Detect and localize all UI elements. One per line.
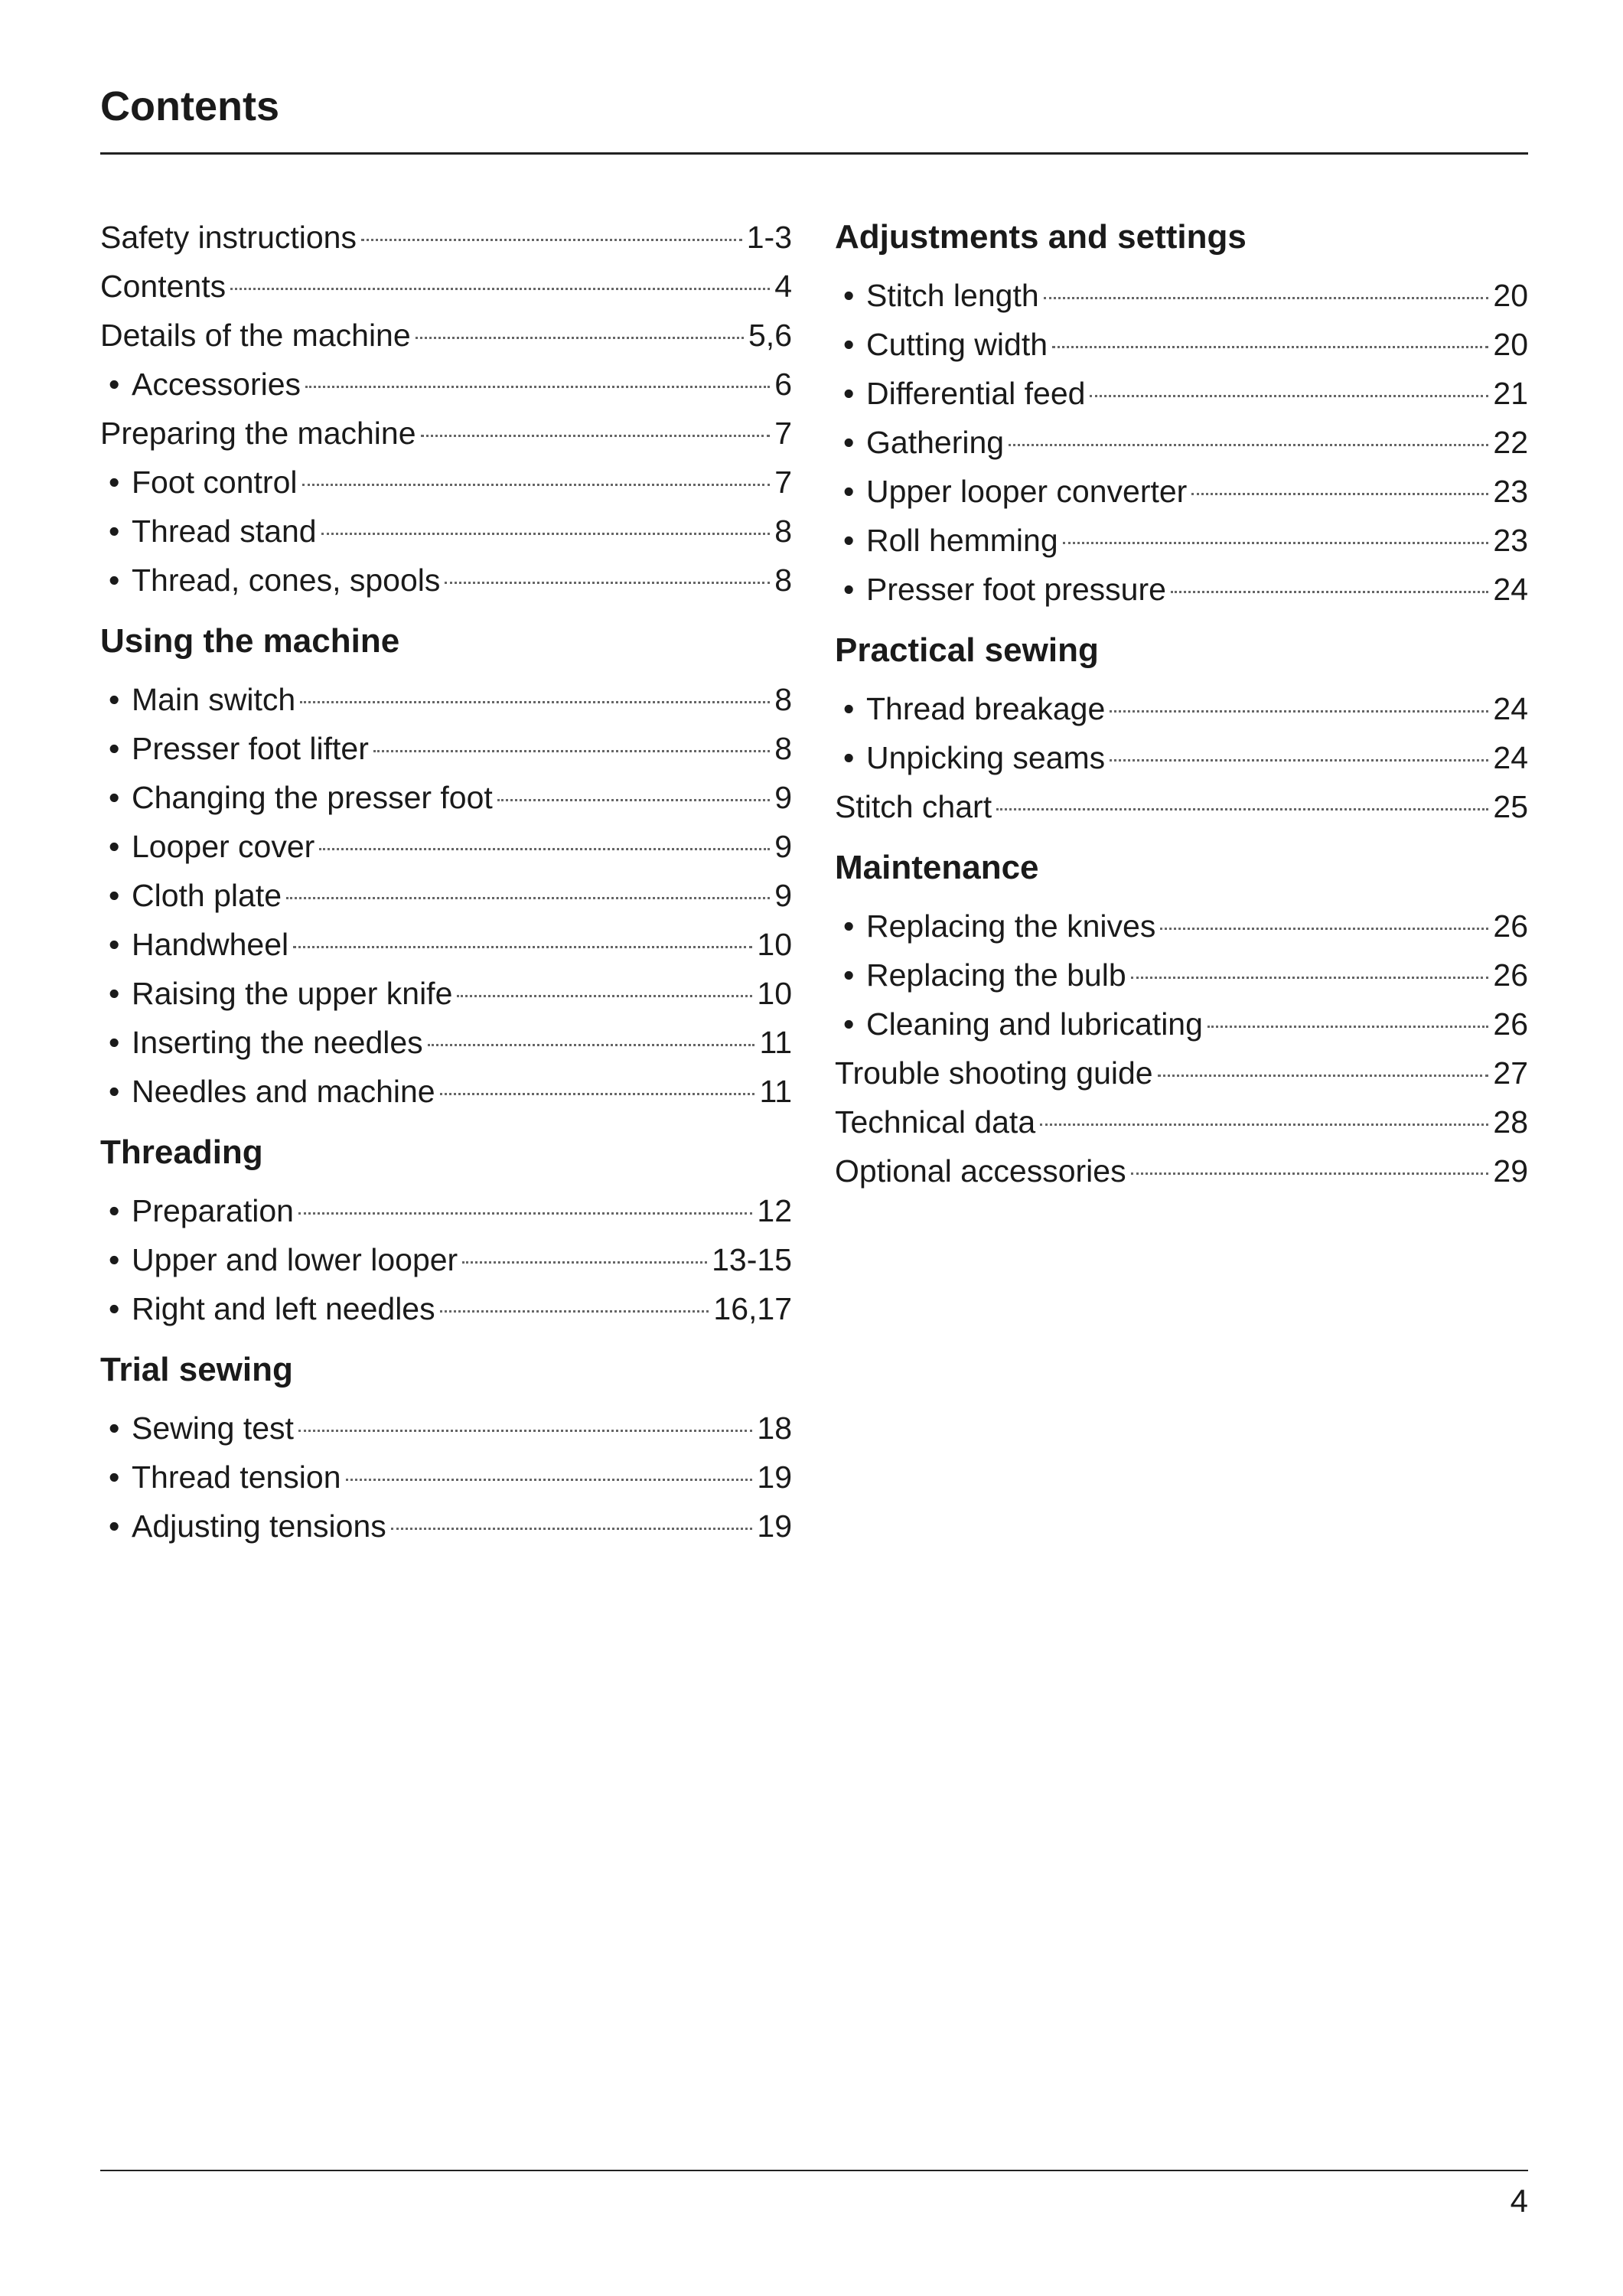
bullet-icon: • xyxy=(843,327,855,362)
bullet-icon: • xyxy=(109,1193,120,1228)
toc-entry-label: Gathering xyxy=(866,425,1005,460)
dot-leader xyxy=(462,1261,707,1264)
dot-leader xyxy=(428,1044,755,1046)
toc-entry-page: 23 xyxy=(1493,474,1528,509)
toc-entry[interactable] xyxy=(100,1453,792,1502)
bullet-icon: • xyxy=(843,957,855,993)
dot-leader xyxy=(346,1479,753,1481)
toc-entry-page: 13-15 xyxy=(712,1242,792,1277)
toc-entry[interactable] xyxy=(835,516,1528,565)
dot-leader xyxy=(1040,1124,1488,1126)
bullet-icon: • xyxy=(843,572,855,607)
toc-entry-label: Technical data xyxy=(835,1104,1036,1140)
toc-entry-label: Changing the presser foot xyxy=(132,780,493,815)
dot-leader xyxy=(305,386,770,388)
toc-entry-label: Preparing the machine xyxy=(100,416,416,451)
bullet-icon: • xyxy=(109,1508,120,1544)
toc-entry-page: 28 xyxy=(1493,1104,1528,1140)
toc-entry[interactable] xyxy=(100,1502,792,1551)
toc-entry[interactable] xyxy=(100,1284,792,1333)
dot-leader xyxy=(391,1528,753,1530)
dot-leader xyxy=(440,1310,709,1313)
dot-leader xyxy=(298,1212,752,1215)
toc-entry-label: Foot control xyxy=(132,465,298,500)
toc-entry-page: 10 xyxy=(757,927,792,962)
bullet-icon: • xyxy=(109,1025,120,1060)
dot-leader xyxy=(1131,1172,1489,1175)
toc-entry-page: 8 xyxy=(774,682,792,717)
dot-leader xyxy=(1158,1075,1489,1077)
dot-leader xyxy=(1110,710,1488,713)
toc-entry-label: Main switch xyxy=(132,682,296,717)
toc-entry-page: 6 xyxy=(774,367,792,402)
toc-entry-page: 16,17 xyxy=(713,1291,792,1326)
toc-entry-label: Preparation xyxy=(132,1193,294,1228)
toc-entry-label: Upper and lower looper xyxy=(132,1242,458,1277)
bullet-icon: • xyxy=(843,691,855,726)
toc-entry[interactable] xyxy=(835,369,1528,418)
dot-leader xyxy=(1009,444,1488,446)
toc-entry[interactable] xyxy=(100,969,792,1018)
page-number: 4 xyxy=(1510,2183,1528,2219)
dot-leader xyxy=(440,1093,755,1095)
toc-entry-page: 27 xyxy=(1493,1055,1528,1091)
toc-entry[interactable] xyxy=(100,773,792,822)
section-heading: Maintenance xyxy=(835,849,1039,886)
toc-entry-label: Raising the upper knife xyxy=(132,976,453,1011)
dot-leader xyxy=(1063,542,1489,544)
toc-entry-label: Inserting the needles xyxy=(132,1025,423,1060)
toc-entry-page: 8 xyxy=(774,563,792,598)
toc-entry-page: 1-3 xyxy=(746,220,792,255)
dot-leader xyxy=(1171,591,1488,593)
dot-leader xyxy=(293,946,752,948)
toc-entry-page: 24 xyxy=(1493,740,1528,775)
toc-entry[interactable] xyxy=(835,1000,1528,1049)
bullet-icon: • xyxy=(109,367,120,402)
bullet-icon: • xyxy=(109,563,120,598)
dot-leader xyxy=(230,288,770,290)
toc-entry[interactable] xyxy=(835,1146,1528,1195)
dot-leader xyxy=(298,1430,752,1432)
toc-entry[interactable] xyxy=(100,556,792,605)
dot-leader xyxy=(286,897,770,899)
toc-entry-page: 18 xyxy=(757,1411,792,1446)
dot-leader xyxy=(319,848,770,850)
toc-entry[interactable] xyxy=(100,213,792,262)
toc-entry-page: 24 xyxy=(1493,572,1528,607)
bullet-icon: • xyxy=(109,780,120,815)
section-heading: Trial sewing xyxy=(100,1351,293,1388)
toc-entry[interactable] xyxy=(835,951,1528,1000)
toc-entry-label: Accessories xyxy=(132,367,301,402)
toc-entry[interactable] xyxy=(100,409,792,458)
toc-entry-page: 11 xyxy=(759,1074,792,1109)
bullet-icon: • xyxy=(109,514,120,549)
toc-entry-page: 8 xyxy=(774,514,792,549)
toc-entry[interactable] xyxy=(100,920,792,969)
dot-leader xyxy=(1160,928,1488,930)
dot-leader xyxy=(1110,759,1488,762)
toc-entry-page: 29 xyxy=(1493,1153,1528,1189)
toc-entry-page: 24 xyxy=(1493,691,1528,726)
toc-entry[interactable] xyxy=(100,1186,792,1235)
toc-entry[interactable] xyxy=(835,902,1528,951)
toc-entry-label: Stitch length xyxy=(866,278,1039,313)
toc-entry-label: Contents xyxy=(100,269,227,304)
toc-entry[interactable] xyxy=(100,262,792,311)
bullet-icon: • xyxy=(109,1411,120,1446)
toc-entry-page: 20 xyxy=(1493,327,1528,362)
bullet-icon: • xyxy=(843,278,855,313)
toc-entry[interactable] xyxy=(835,1049,1528,1097)
bullet-icon: • xyxy=(109,1074,120,1109)
dot-leader xyxy=(1052,346,1488,348)
toc-entry[interactable] xyxy=(100,871,792,920)
bullet-icon: • xyxy=(109,731,120,766)
toc-entry-page: 9 xyxy=(774,780,792,815)
toc-entry-page: 19 xyxy=(757,1508,792,1544)
toc-entry[interactable] xyxy=(100,822,792,871)
section-heading: Threading xyxy=(100,1133,263,1171)
toc-entry-label: Right and left needles xyxy=(132,1291,435,1326)
dot-leader xyxy=(361,239,742,241)
section-heading: Practical sewing xyxy=(835,631,1099,669)
bottom-divider xyxy=(100,2170,1528,2171)
bullet-icon: • xyxy=(109,829,120,864)
toc-entry-label: Differential feed xyxy=(866,376,1086,411)
section-heading: Using the machine xyxy=(100,622,400,660)
bullet-icon: • xyxy=(109,878,120,913)
top-divider xyxy=(100,152,1528,155)
bullet-icon: • xyxy=(843,908,855,944)
toc-entry-label: Upper looper converter xyxy=(866,474,1188,509)
dot-leader xyxy=(1207,1026,1488,1028)
bullet-icon: • xyxy=(843,523,855,558)
toc-entry-page: 7 xyxy=(774,416,792,451)
toc-entry-page: 23 xyxy=(1493,523,1528,558)
toc-entry-label: Presser foot lifter xyxy=(132,731,369,766)
bullet-icon: • xyxy=(109,976,120,1011)
toc-entry-label: Roll hemming xyxy=(866,523,1058,558)
toc-entry[interactable] xyxy=(100,311,792,360)
toc-entry-page: 26 xyxy=(1493,908,1528,944)
dot-leader xyxy=(996,808,1488,810)
toc-entry-page: 21 xyxy=(1493,376,1528,411)
toc-entry-label: Cleaning and lubricating xyxy=(866,1006,1203,1042)
bullet-icon: • xyxy=(843,474,855,509)
toc-entry[interactable] xyxy=(100,1018,792,1067)
toc-entry-label: Cloth plate xyxy=(132,878,282,913)
toc-entry-page: 9 xyxy=(774,878,792,913)
toc-entry-page: 5,6 xyxy=(748,318,792,353)
bullet-icon: • xyxy=(109,1291,120,1326)
toc-entry-page: 7 xyxy=(774,465,792,500)
toc-entry-page: 25 xyxy=(1493,789,1528,824)
bullet-icon: • xyxy=(109,927,120,962)
toc-left-column xyxy=(100,213,792,1551)
bullet-icon: • xyxy=(843,376,855,411)
toc-entry[interactable] xyxy=(100,458,792,507)
toc-entry-label: Trouble shooting guide xyxy=(835,1055,1153,1091)
toc-entry-label: Safety instructions xyxy=(100,220,357,255)
dot-leader xyxy=(421,435,771,437)
dot-leader xyxy=(302,484,771,486)
dot-leader xyxy=(1090,395,1488,397)
toc-entry-label: Sewing test xyxy=(132,1411,294,1446)
dot-leader xyxy=(321,533,771,535)
toc-entry[interactable] xyxy=(100,1235,792,1284)
toc-entry-label: Thread breakage xyxy=(866,691,1106,726)
toc-entry-page: 9 xyxy=(774,829,792,864)
toc-entry-page: 19 xyxy=(757,1459,792,1495)
bullet-icon: • xyxy=(843,425,855,460)
toc-entry[interactable] xyxy=(100,675,792,724)
toc-right-column xyxy=(835,213,1528,1195)
dot-leader xyxy=(497,799,770,801)
toc-entry-label: Handwheel xyxy=(132,927,289,962)
toc-entry[interactable] xyxy=(835,684,1528,733)
toc-entry-page: 8 xyxy=(774,731,792,766)
toc-entry[interactable] xyxy=(100,360,792,409)
toc-entry[interactable] xyxy=(100,724,792,773)
toc-entry-page: 26 xyxy=(1493,957,1528,993)
dot-leader xyxy=(457,995,752,997)
toc-entry-label: Thread, cones, spools xyxy=(132,563,441,598)
dot-leader xyxy=(1044,297,1489,299)
toc-entry[interactable] xyxy=(835,467,1528,516)
toc-entry-page: 10 xyxy=(757,976,792,1011)
toc-entry[interactable] xyxy=(835,1097,1528,1146)
bullet-icon: • xyxy=(109,1242,120,1277)
toc-entry-page: 22 xyxy=(1493,425,1528,460)
section-heading: Adjustments and settings xyxy=(835,218,1247,256)
dot-leader xyxy=(373,750,770,752)
bullet-icon: • xyxy=(843,1006,855,1042)
toc-entry-label: Stitch chart xyxy=(835,789,992,824)
toc-entry-label: Needles and machine xyxy=(132,1074,435,1109)
toc-entry[interactable] xyxy=(100,1404,792,1453)
toc-entry[interactable] xyxy=(100,1067,792,1116)
bullet-icon: • xyxy=(109,1459,120,1495)
toc-entry-page: 4 xyxy=(774,269,792,304)
toc-entry-label: Adjusting tensions xyxy=(132,1508,386,1544)
toc-entry[interactable] xyxy=(835,320,1528,369)
toc-entry[interactable] xyxy=(835,271,1528,320)
toc-entry-label: Looper cover xyxy=(132,829,315,864)
bullet-icon: • xyxy=(109,465,120,500)
toc-entry-page: 11 xyxy=(759,1025,792,1060)
toc-entry-label: Thread stand xyxy=(132,514,317,549)
page-title: Contents xyxy=(100,83,279,129)
dot-leader xyxy=(416,337,744,339)
toc-entry-page: 12 xyxy=(757,1193,792,1228)
toc-entry[interactable] xyxy=(835,418,1528,467)
toc-entry[interactable] xyxy=(835,782,1528,831)
toc-entry-label: Thread tension xyxy=(132,1459,341,1495)
toc-entry-label: Details of the machine xyxy=(100,318,411,353)
bullet-icon: • xyxy=(109,682,120,717)
toc-entry[interactable] xyxy=(100,507,792,556)
toc-entry-label: Presser foot pressure xyxy=(866,572,1166,607)
toc-entry-label: Unpicking seams xyxy=(866,740,1106,775)
toc-entry-label: Replacing the bulb xyxy=(866,957,1126,993)
dot-leader xyxy=(1131,977,1489,979)
bullet-icon: • xyxy=(843,740,855,775)
toc-entry-label: Cutting width xyxy=(866,327,1048,362)
toc-entry-label: Optional accessories xyxy=(835,1153,1126,1189)
toc-entry[interactable] xyxy=(835,565,1528,614)
toc-entry-page: 26 xyxy=(1493,1006,1528,1042)
dot-leader xyxy=(1191,493,1488,495)
toc-entry[interactable] xyxy=(835,733,1528,782)
dot-leader xyxy=(300,701,770,703)
toc-entry-page: 20 xyxy=(1493,278,1528,313)
toc-entry-label: Replacing the knives xyxy=(866,908,1156,944)
dot-leader xyxy=(445,582,770,584)
